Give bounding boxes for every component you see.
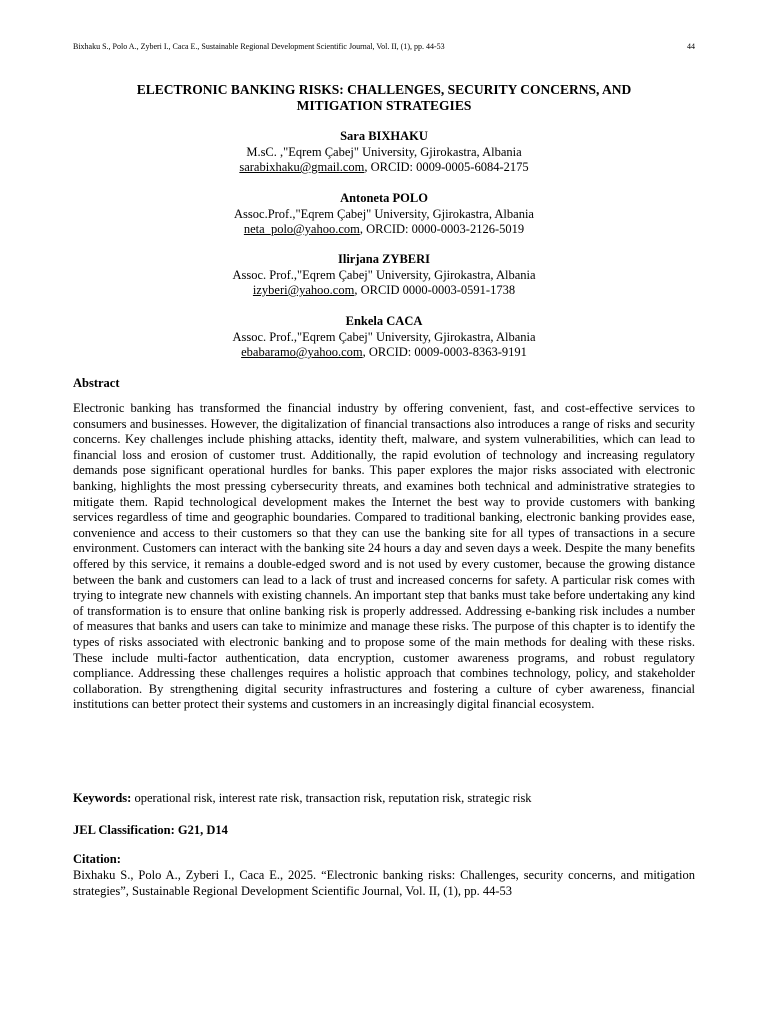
author-name: Antoneta POLO — [340, 191, 428, 205]
page-number: 44 — [687, 42, 695, 51]
author-contact — [73, 283, 695, 299]
author-contact — [73, 345, 695, 361]
keywords — [73, 791, 695, 807]
author-block-2 — [73, 191, 695, 238]
author-orcid: , ORCID: 0000-0003-2126-5019 — [359, 222, 525, 236]
running-title: Bixhaku S., Polo A., Zyberi I., Caca E., Sustainable Regional Development Scientific Journal, Vol. II, (1), pp. 44-53 — [73, 42, 445, 51]
author-email-link[interactable]: neta_polo@yahoo.com — [243, 222, 360, 236]
abstract-heading: Abstract — [73, 376, 120, 390]
author-name: Ilirjana ZYBERI — [337, 252, 431, 266]
author-name: Enkela CACA — [345, 314, 423, 328]
author-orcid: , ORCID: 0009-0005-6084-2175 — [364, 160, 529, 174]
author-orcid: , ORCID: 0009-0003-8363-9191 — [362, 345, 527, 359]
author-email-link[interactable]: sarabixhaku@gmail.com — [239, 160, 365, 174]
author-affiliation: Assoc.Prof.,"Eqrem Çabej" University, Gjirokastra, Albania — [234, 206, 534, 221]
paper-title — [73, 82, 695, 113]
jel-classification: JEL Classification: G21, D14 — [73, 823, 228, 837]
author-affiliation: Assoc. Prof.,"Eqrem Çabej" University, Gjirokastra, Albania — [232, 267, 536, 282]
author-email-link[interactable]: izyberi@yahoo.com — [252, 283, 355, 297]
running-header — [73, 42, 695, 51]
keywords-label: Keywords: — [73, 791, 132, 805]
author-name: Sara BIXHAKU — [340, 129, 428, 143]
paper-title-line-1: ELECTRONIC BANKING RISKS: CHALLENGES, SECURITY CONCERNS, AND — [136, 82, 632, 97]
paper-title-line-2: MITIGATION STRATEGIES — [296, 97, 472, 113]
citation-heading: Citation: — [73, 852, 121, 866]
abstract-body: Electronic banking has transformed the financial industry by offering convenient, fast, and cost-effective services to consumers and businesses. However, the digitalization of financial transactions also introduces a range of risks and security concerns. Key challenges include phishing attacks, identity theft, malware, and system vulnerabilities, which can lead to financial loss and erosion of customer trust. Additionally, the rapid evolution of technology and increasing regulatory demands pose significant operational hurdles for banks. This paper explores the major risks associated with electronic banking, highlights the most pressing cybersecurity threats, and examines both technical and administrative strategies to mitigate them. Rapid technological development makes the Internet the best way to provide customers with banking services regardless of time and geographic boundaries. Compared to traditional banking, electronic banking provides ease, convenience and access to their customers so that they can use the banking site for all types of transactions in a secure environment. Customers can interact with the banking site 24 hours a day and seven days a week. Despite the many benefits offered by this service, it remains a double-edged sword and is not used by every customer, because the growing distance between the bank and customers can lead to a lack of trust and increased concerns for safety. A particular risk comes with trying to integrate new channels with existing channels. An important step that banks must take before undertaking any kind of transformation is to ensure that online banking risk is properly addressed. Addressing e-banking risk includes a number of measures that banks and users can take to minimize and manage these risks. The purpose of this chapter is to identify the types of risks associated with electronic banking and to propose some of the main methods for dealing with these risks. These include multi-factor authentication, data encryption, customer awareness programs, and robust regulatory compliance. Addressing these challenges requires a holistic approach that combines technology, policy, and stakeholder collaboration. By strengthening digital security infrastructures and fostering a culture of cyber awareness, financial institutions can better protect their systems and customers in an increasingly digital financial ecosystem. — [73, 401, 695, 712]
author-block-3 — [73, 252, 695, 299]
author-contact — [73, 160, 695, 176]
author-orcid: , ORCID 0000-0003-0591-1738 — [354, 283, 516, 297]
author-affiliation: M.sC. ,"Eqrem Çabej" University, Gjirokastra, Albania — [246, 144, 522, 159]
author-block-1 — [73, 129, 695, 176]
citation-text: Bixhaku S., Polo A., Zyberi I., Caca E., 2025. “Electronic banking risks: Challenges, security concerns, and mitigation strategies”, Sustainable Regional Development Scientific Journal, Vol. II, (1), pp. 44-53 — [73, 868, 695, 898]
author-affiliation: Assoc. Prof.,"Eqrem Çabej" University, Gjirokastra, Albania — [232, 329, 536, 344]
author-contact — [73, 222, 695, 238]
keywords-text: operational risk, interest rate risk, transaction risk, reputation risk, strategic risk — [131, 791, 532, 805]
author-block-4 — [73, 314, 695, 361]
author-email-link[interactable]: ebabaramo@yahoo.com — [241, 345, 363, 359]
